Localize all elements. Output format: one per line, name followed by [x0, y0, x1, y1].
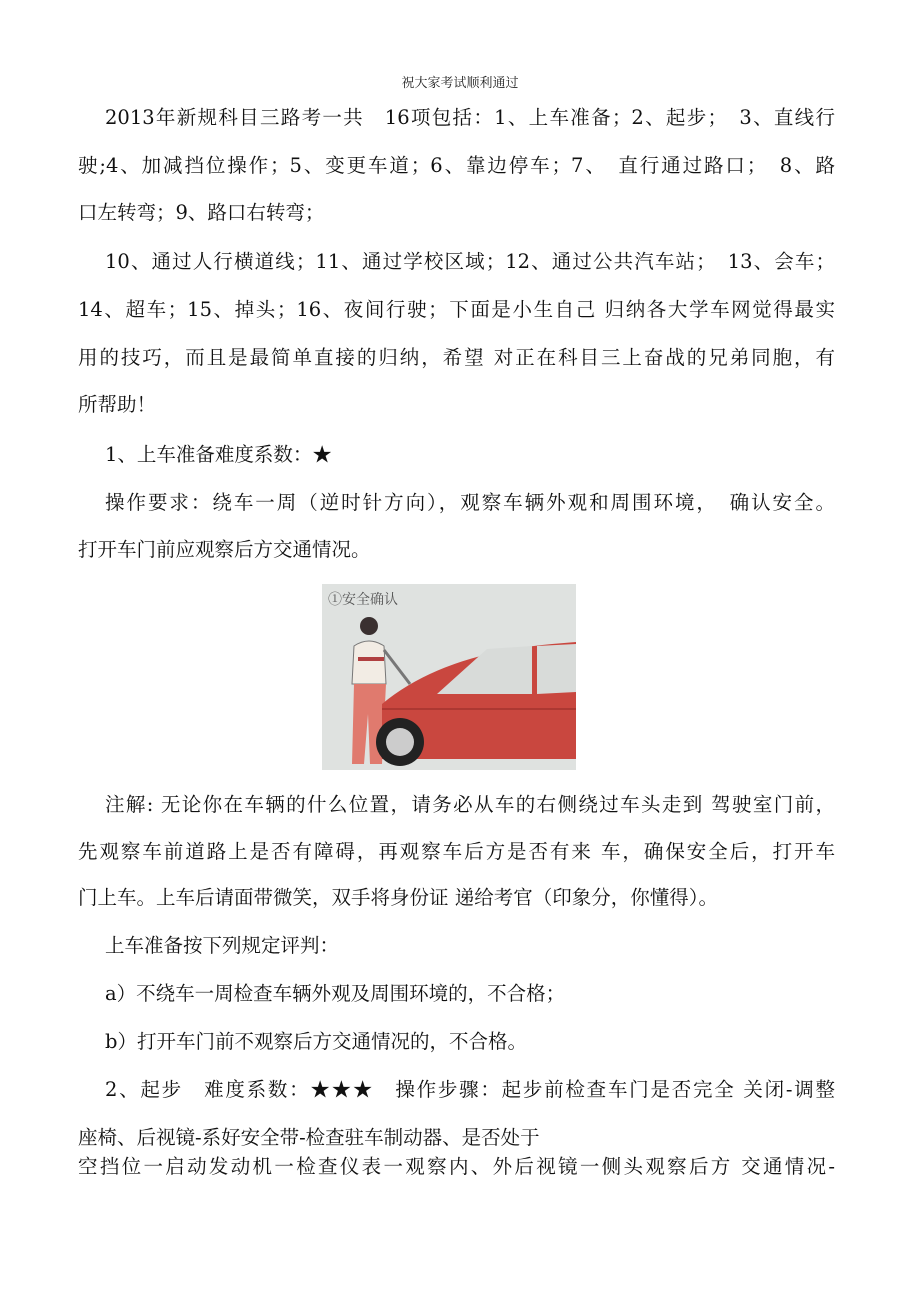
page-header: 祝大家考试顺利通过 [401, 76, 519, 91]
list-item: a）不绕车一周检查车辆外观及周围环境的，不合格； [105, 982, 566, 1005]
text-line: 注解: 无论你在车辆的什么位置，请务必从车的右侧绕过车头走到 驾驶室门前， [105, 793, 835, 816]
section-heading: 1、上车准备难度系数：★ [105, 443, 332, 466]
car-illustration [322, 584, 576, 770]
text-line: 座椅、后视镜-系好安全带-检查驻车制动器、是否处于 [78, 1126, 540, 1149]
text-line: 14、超车；15、掉头；16、夜间行驶；下面是小生自己 归纳各大学车网觉得最实 [78, 298, 835, 321]
text-line: 用的技巧，而且是最简单直接的归纳，希望 对正在科目三上奋战的兄弟同胞，有 [78, 346, 835, 369]
text-line: 口左转弯；9、路口右转弯； [78, 201, 325, 224]
text-line: 10、通过人行横道线；11、通过学校区域；12、通过公共汽车站； 13、会车； [105, 250, 835, 273]
text-line: 空挡位一启动发动机一检查仪表一观察内、外后视镜一侧头观察后方 交通情况- [78, 1155, 835, 1178]
list-item: b）打开车门前不观察后方交通情况的，不合格。 [105, 1030, 527, 1053]
figure-caption: ①安全确认 [328, 592, 398, 608]
text-line: 2013年新规科目三路考一共 16项包括：1、上车准备；2、起步； 3、直线行 [105, 106, 835, 129]
text-line: 操作要求：绕车一周（逆时针方向），观察车辆外观和周围环境， 确认安全。 [105, 491, 835, 514]
text-line: 驶;4、加减挡位操作；5、变更车道；6、靠边停车；7、 直行通过路口； 8、路 [78, 154, 835, 177]
text-line: 门上车。上车后请面带微笑，双手将身份证 递给考官（印象分，你懂得）。 [78, 886, 718, 909]
text-line: 上车准备按下列规定评判： [105, 934, 340, 957]
section-heading: 2、起步 难度系数：★★★ 操作步骤：起步前检查车门是否完全 关闭-调整 [105, 1078, 835, 1101]
text-line: 先观察车前道路上是否有障碍，再观察车后方是否有来 车，确保安全后，打开车 [78, 840, 835, 863]
text-line: 打开车门前应观察后方交通情况。 [78, 538, 371, 561]
text-line: 所帮助！ [78, 393, 157, 416]
